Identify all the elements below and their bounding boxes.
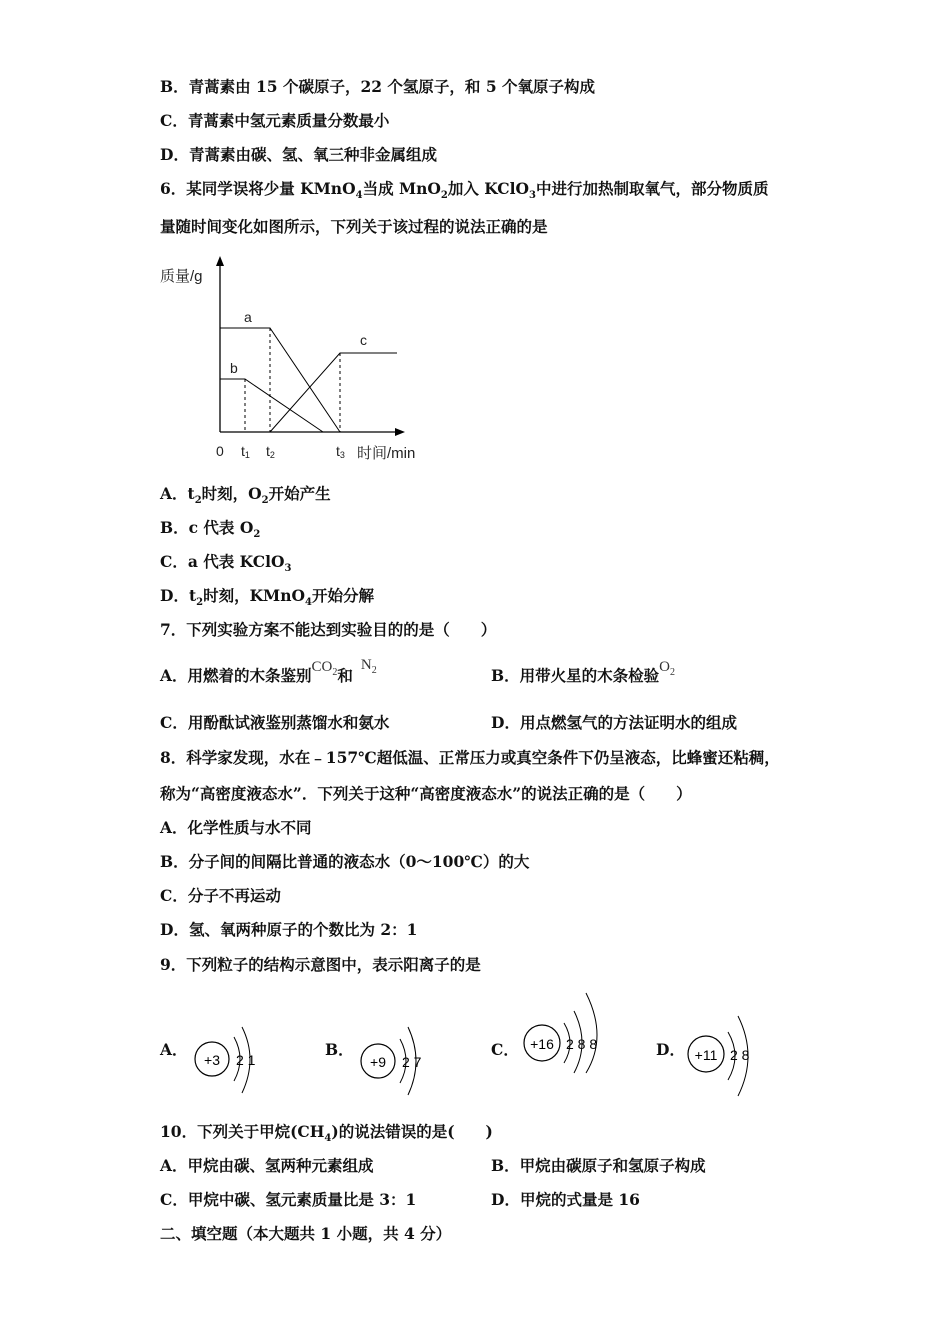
q10-option-b: B．甲烷由碳原子和氢原子构成 — [491, 1156, 706, 1175]
q10-option-a: A．甲烷由碳、氢两种元素组成 — [160, 1156, 374, 1175]
svg-text:2 8 8: 2 8 8 — [566, 1036, 598, 1052]
tick-t3: t3 — [336, 443, 345, 460]
svg-text:+9: +9 — [370, 1054, 386, 1070]
svg-text:+16: +16 — [530, 1036, 554, 1052]
q9-option-b-diagram — [356, 1015, 436, 1105]
q7-option-d: D．用点燃氢气的方法证明水的组成 — [491, 713, 737, 732]
q6-stem-line1: 6．某同学误将少量 KMnO$_4$当成 MnO$_2$加入 KClO$_3$中进行加热制取氧气，部分物质质 — [160, 179, 769, 202]
series-c-label: c — [360, 332, 367, 348]
q6-option-c: C．a 代表 KClO$_3$ — [160, 552, 292, 575]
q8-option-d: D．氢、氧两种原子的个数比为 2：1 — [160, 920, 418, 939]
q7-option-b: B．用带火星的木条检验$O_2$ — [491, 659, 675, 685]
q6-option-b: B．c 代表 $O_2$ — [160, 518, 261, 541]
svg-text:2 1: 2 1 — [236, 1052, 256, 1068]
tick-t2: t2 — [266, 443, 275, 460]
q9-stem: 9．下列粒子的结构示意图中，表示阳离子的是 — [160, 955, 481, 974]
q7-option-a: A．用燃着的木条鉴别$CO_2$和$N_2$ — [160, 657, 377, 685]
q9-option-a-label: A． — [160, 1040, 188, 1059]
q5-option-c: C．青蒿素中氢元素质量分数最小 — [160, 111, 390, 130]
q8-option-c: C．分子不再运动 — [160, 886, 281, 905]
q6-option-d: D．$t_2$时刻，KMnO$_4$开始分解 — [160, 586, 374, 609]
tick-0: 0 — [216, 443, 224, 459]
series-b-line — [220, 379, 323, 432]
svg-text:+3: +3 — [204, 1052, 220, 1068]
q6-option-a: A．$t_2$时刻，$O_2$开始产生 — [160, 484, 331, 507]
y-axis-label: 质量/g — [160, 268, 203, 285]
series-a-label: a — [244, 309, 252, 325]
svg-text:2 8: 2 8 — [730, 1047, 750, 1063]
q9-option-b-label: B． — [325, 1040, 354, 1059]
q9-option-d-diagram — [686, 1010, 766, 1105]
q10-option-c: C．甲烷中碳、氢元素质量比是 3：1 — [160, 1190, 417, 1209]
q7-stem: 7．下列实验方案不能达到实验目的的是（ ） — [160, 620, 497, 639]
q10-stem: 10．下列关于甲烷$(CH_4)$的说法错误的是( ) — [160, 1122, 493, 1145]
series-b-label: b — [230, 360, 238, 376]
x-axis-label: 时间/min — [357, 445, 416, 462]
q5-option-b: B．青蒿素由 15 个碳原子，22 个氢原子，和 5 个氧原子构成 — [160, 77, 596, 96]
q8-stem-line2: 称为“高密度液态水”．下列关于这种“高密度液态水”的说法正确的是（ ） — [160, 784, 692, 803]
q9-option-c-diagram — [520, 985, 620, 1075]
q8-option-b: B．分子间的间隔比普通的液态水（0～100℃）的大 — [160, 852, 530, 871]
shell-arc-3 — [586, 993, 597, 1073]
svg-text:2 7: 2 7 — [402, 1054, 422, 1070]
q8-option-a: A．化学性质与水不同 — [160, 818, 312, 837]
q6-stem-line2: 量随时间变化如图所示，下列关于该过程的说法正确的是 — [160, 217, 548, 236]
q9-option-c-label: C． — [491, 1040, 519, 1059]
svg-text:+11: +11 — [694, 1047, 718, 1063]
q7-option-c: C．用酚酞试液鉴别蒸馏水和氨水 — [160, 713, 390, 732]
q9-option-d-label: D． — [656, 1040, 685, 1059]
q8-stem-line1: 8．科学家发现，水在﹣157℃超低温、正常压力或真空条件下仍呈液态，比蜂蜜还粘稠， — [160, 748, 780, 767]
q10-option-d: D．甲烷的式量是 16 — [491, 1190, 640, 1209]
x-axis-arrow — [395, 428, 405, 436]
y-axis-arrow — [216, 256, 224, 266]
q9-option-a-diagram — [190, 1015, 270, 1105]
q5-option-d: D．青蒿素由碳、氢、氧三种非金属组成 — [160, 145, 437, 164]
tick-t1: t1 — [241, 443, 250, 460]
q6-mass-time-chart — [155, 252, 445, 467]
section-2-title: 二、填空题（本大题共 1 小题，共 4 分） — [160, 1224, 452, 1243]
series-c-line — [270, 353, 397, 432]
series-a-line — [220, 328, 340, 432]
